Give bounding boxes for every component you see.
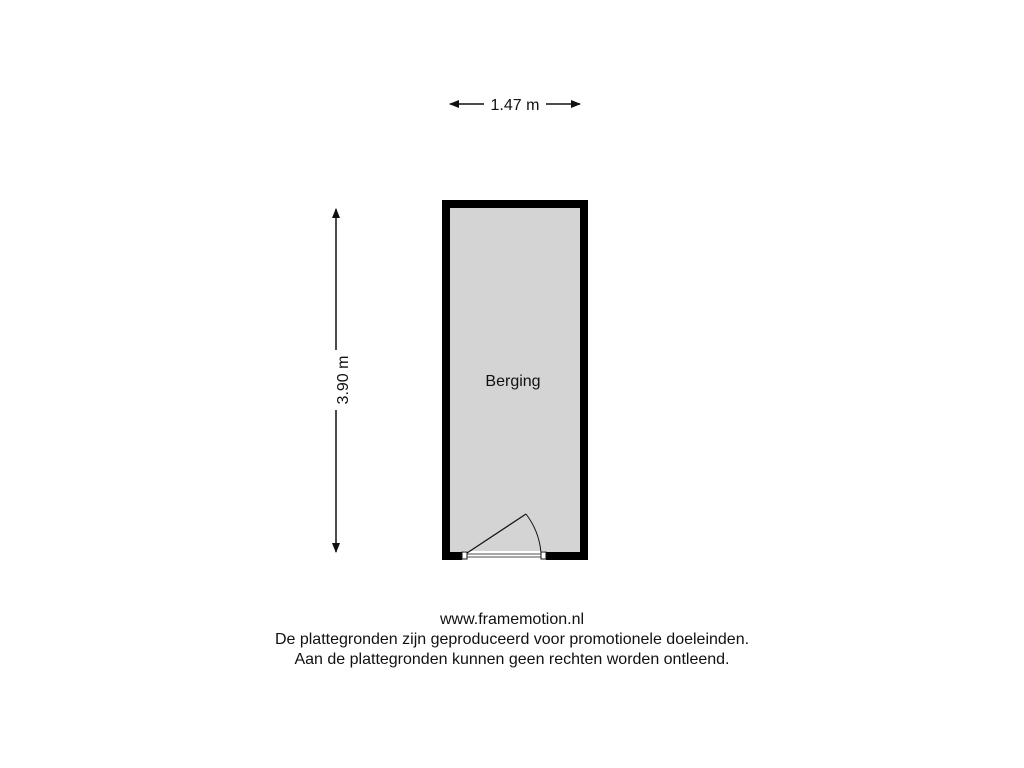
footer-website: www.framemotion.nl [439, 611, 585, 628]
height-dimension [335, 209, 352, 552]
door-opening [462, 551, 546, 561]
footer-disclaimer [0, 610, 1024, 670]
footer-disclaimer-line-2: Aan de plattegronden kunnen geen rechten worden ontleend. [294, 651, 730, 668]
footer-disclaimer-line-1: De plattegronden zijn geproduceerd voor promotionele doeleinden. [274, 631, 750, 648]
door-jamb-left [462, 552, 467, 559]
height-dimension-label: 3.90 m [335, 355, 352, 405]
width-dimension-label: 1.47 m [490, 97, 540, 114]
room-label: Berging [485, 373, 541, 390]
width-dimension [450, 97, 580, 114]
door-jamb-right [541, 552, 546, 559]
room-berging [442, 200, 588, 560]
